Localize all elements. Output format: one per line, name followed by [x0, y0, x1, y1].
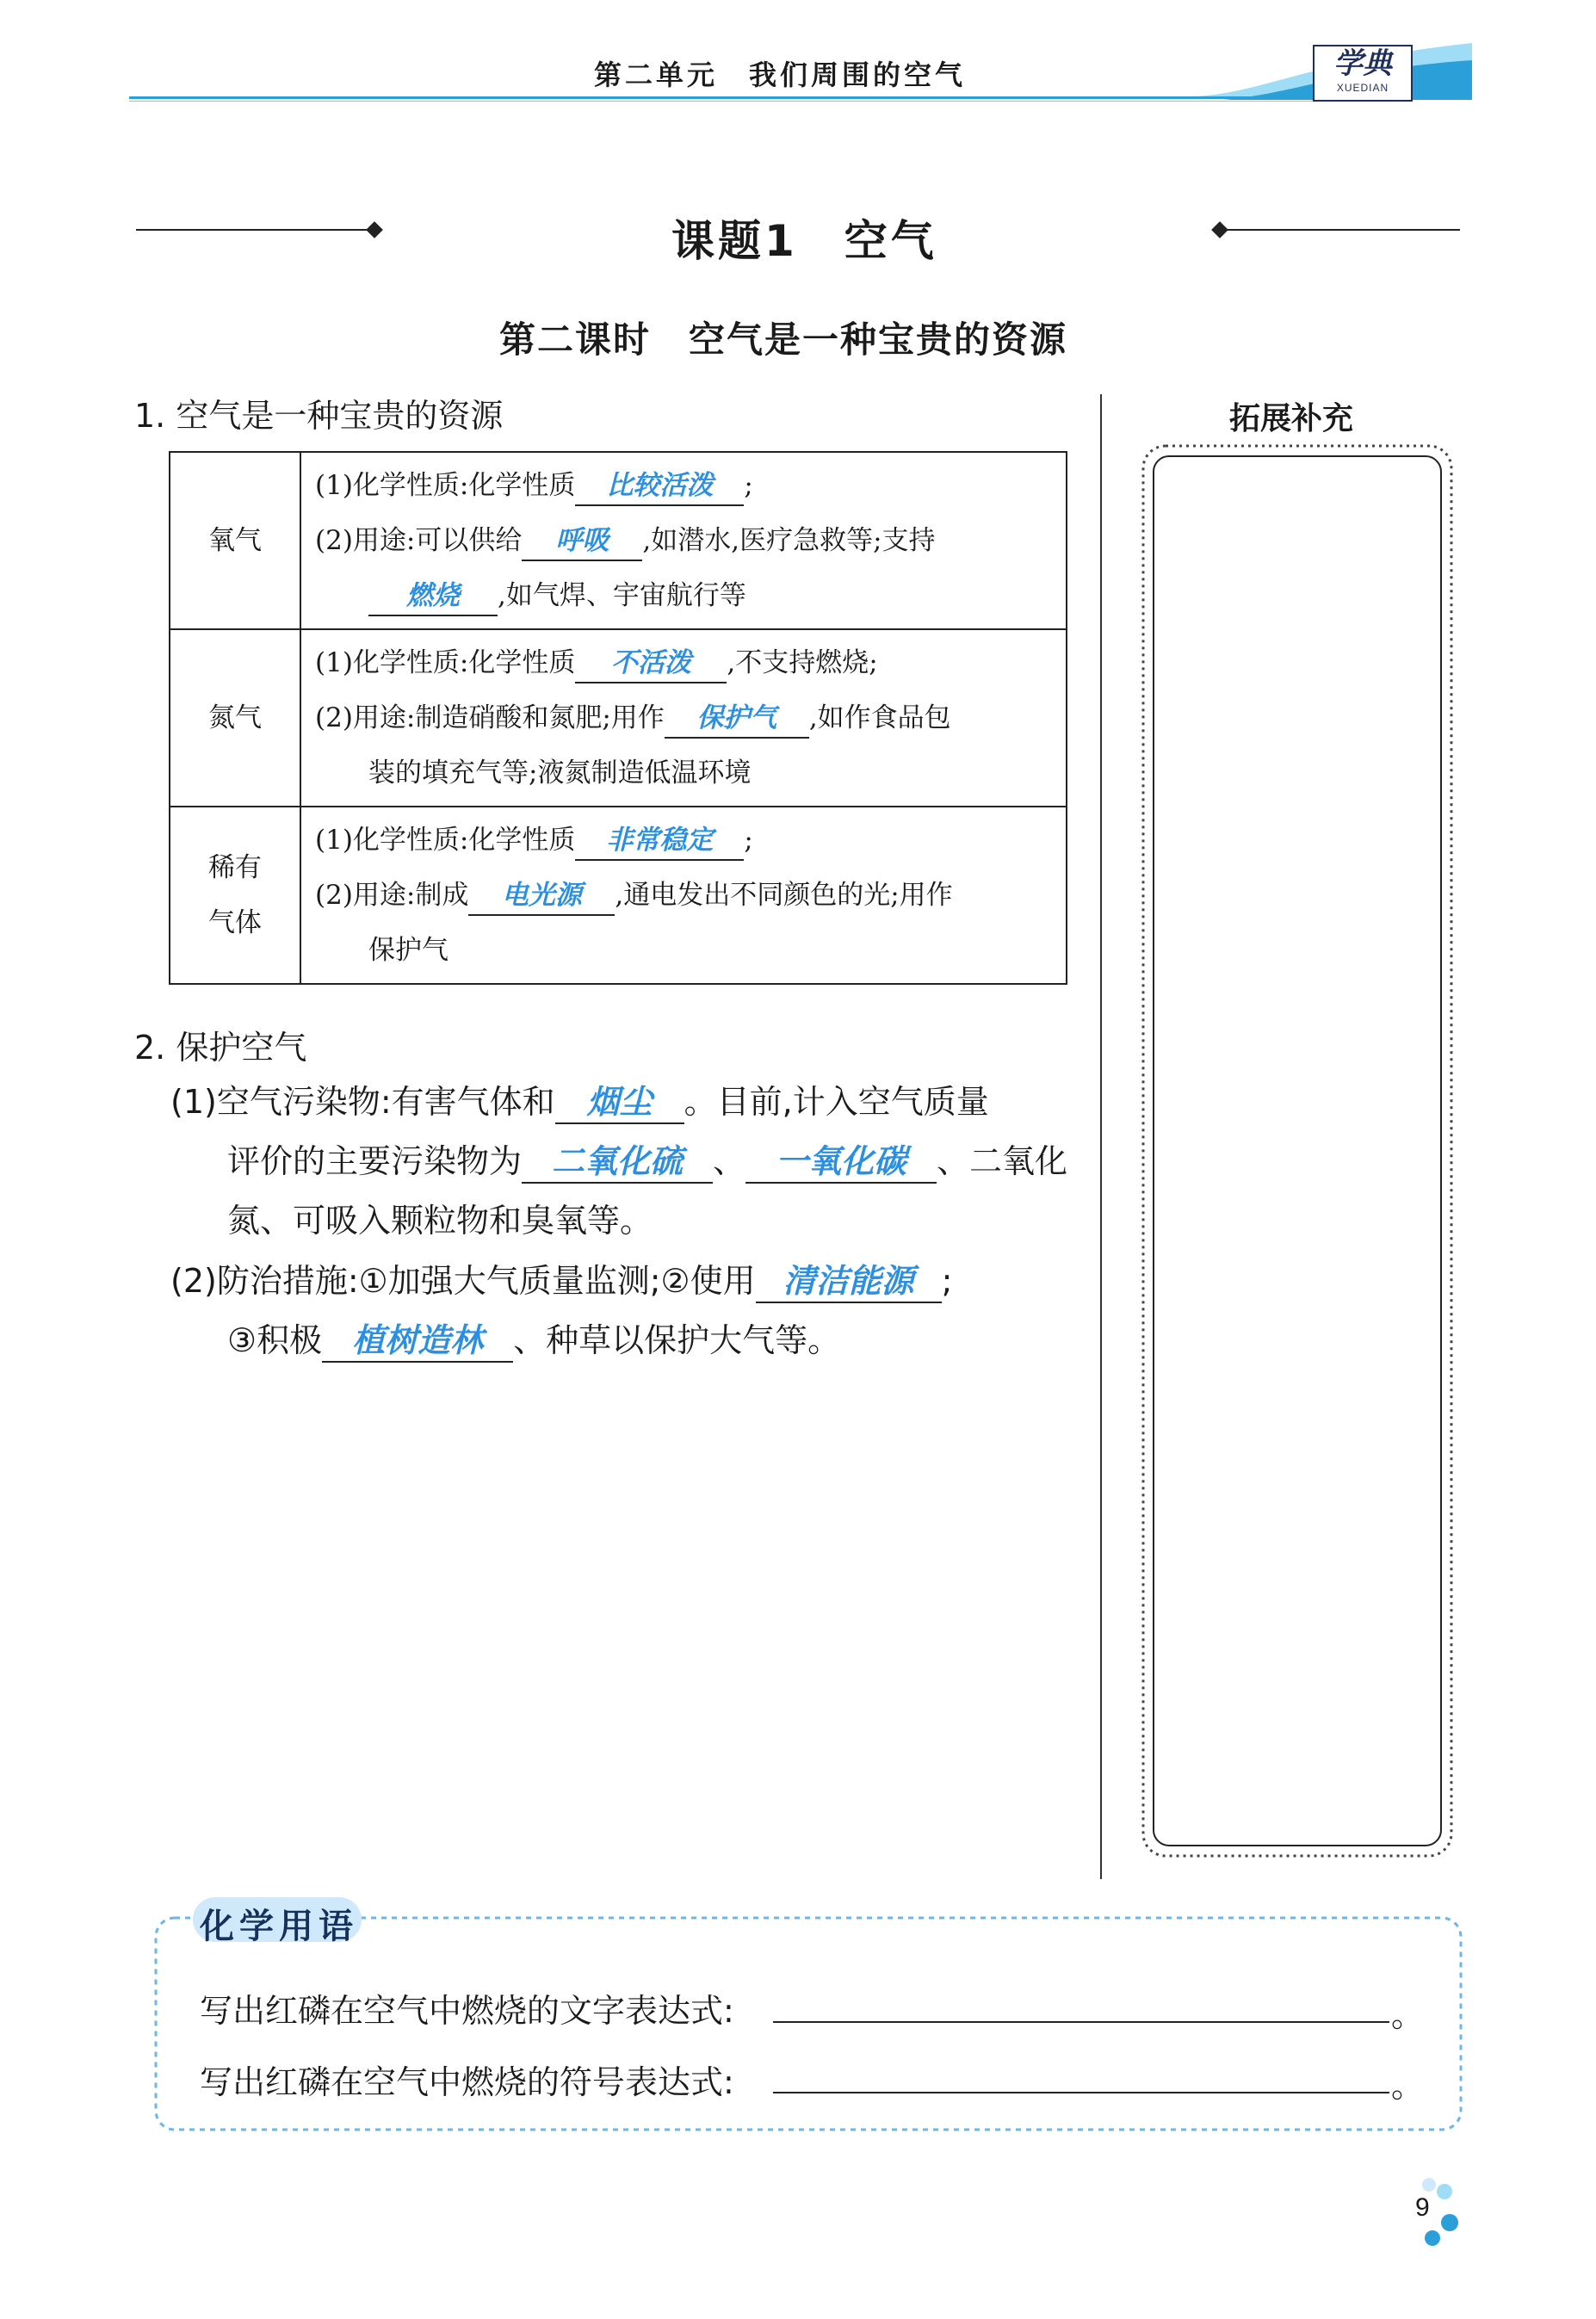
- protection-paragraph-1: [170, 1073, 1083, 1251]
- logo-main-text: 学典: [1333, 46, 1392, 81]
- publisher-logo: [1313, 45, 1413, 102]
- line-text: (1)化学性质:化学性质: [315, 470, 576, 501]
- chem-terms-label: 化学用语: [200, 1907, 358, 1946]
- unit-title: 第二单元 我们周围的空气: [594, 59, 967, 91]
- line-text: ③积极: [227, 1321, 323, 1359]
- title-rule-left: [136, 229, 370, 231]
- column-divider: [1100, 394, 1102, 1879]
- line-text: ;: [744, 825, 753, 856]
- line-text: 。目前,计入空气质量: [684, 1083, 989, 1121]
- line-text: 、二氧化: [937, 1142, 1068, 1180]
- line-text: ;: [941, 1262, 953, 1300]
- line-text: (1)化学性质:化学性质: [315, 825, 576, 856]
- line-text: 装的填充气等;液氮制造低温环境: [368, 758, 752, 788]
- gas-name-line: 气体: [208, 907, 262, 938]
- lesson-title: 课题1 空气: [671, 216, 937, 266]
- line-text: 、: [713, 1142, 746, 1180]
- line-text: 保护气: [368, 935, 448, 966]
- line-text: (2)用途:制成: [315, 880, 469, 911]
- gas-name-noble-gases: [170, 807, 300, 984]
- line-text: ,不支持燃烧;: [727, 647, 878, 678]
- header-rule: [129, 96, 1446, 99]
- line-text: 评价的主要污染物为: [227, 1142, 523, 1180]
- line-text: (2)用途:可以供给: [315, 525, 523, 556]
- word-equation-prompt: 写出红磷在空气中燃烧的文字表达式:: [200, 1992, 734, 2030]
- gas-name-nitrogen: 氮气: [170, 629, 300, 807]
- line-text: ;: [744, 470, 753, 501]
- symbol-equation-prompt: 写出红磷在空气中燃烧的符号表达式:: [200, 2063, 734, 2101]
- gas-desc-noble-gases: [300, 807, 1067, 984]
- line-text: ,如作食品包: [808, 702, 951, 733]
- page-number: 9: [1415, 2193, 1430, 2222]
- answer-blank: 一氧化碳: [745, 1141, 937, 1184]
- answer-blank: 植树造林: [322, 1320, 513, 1363]
- header-rule-thin: [129, 101, 1386, 102]
- line-text: (2)防治措施:①加强大气质量监测;②使用: [170, 1262, 756, 1300]
- table-row: [170, 807, 1067, 984]
- answer-blank: 不活泼: [575, 644, 727, 683]
- lesson-subtitle: 第二课时 空气是一种宝贵的资源: [499, 318, 1068, 361]
- gas-uses-table: [169, 451, 1067, 985]
- gas-desc-oxygen: [300, 452, 1067, 629]
- table-row: [170, 452, 1067, 629]
- gas-name-line: 稀有: [208, 852, 262, 883]
- gas-name-oxygen: 氧气: [170, 452, 300, 629]
- answer-blank: 烟尘: [555, 1081, 684, 1124]
- extension-title: 拓展补充: [1229, 401, 1354, 436]
- answer-blank: 燃烧: [368, 577, 498, 616]
- line-end-mark: 。: [1391, 2067, 1425, 2105]
- symbol-equation-answer-line: [773, 2092, 1389, 2093]
- line-text: (2)用途:制造硝酸和氮肥;用作: [315, 702, 665, 733]
- title-diamond-left: [366, 221, 383, 238]
- answer-blank: 电光源: [468, 876, 615, 916]
- logo-sub-text: XUEDIAN: [1336, 82, 1389, 94]
- answer-blank: 比较活泼: [575, 467, 744, 506]
- line-text: (1)空气污染物:有害气体和: [170, 1083, 555, 1121]
- title-rule-right: [1222, 229, 1460, 231]
- section1-heading: 1. 空气是一种宝贵的资源: [134, 397, 504, 435]
- extension-notes-frame: [1138, 441, 1457, 1861]
- protection-paragraph-2: [170, 1252, 1083, 1370]
- line-end-mark: 。: [1391, 1996, 1425, 2034]
- line-text: ,通电发出不同颜色的光;用作: [615, 880, 953, 911]
- answer-blank: 非常稳定: [575, 821, 744, 861]
- line-text: ,如潜水,医疗急救等;支持: [642, 525, 936, 556]
- answer-blank: 清洁能源: [756, 1260, 942, 1303]
- answer-blank: 二氧化硫: [522, 1141, 713, 1184]
- answer-blank: 保护气: [665, 699, 809, 739]
- table-row: [170, 629, 1067, 807]
- section2-heading: 2. 保护空气: [134, 1029, 307, 1067]
- answer-blank: 呼吸: [522, 522, 642, 561]
- line-text: (1)化学性质:化学性质: [315, 647, 576, 678]
- word-equation-answer-line: [773, 2021, 1389, 2023]
- line-text: ,如气焊、宇宙航行等: [498, 580, 746, 611]
- gas-desc-nitrogen: [300, 629, 1067, 807]
- line-text: 氮、可吸入颗粒物和臭氧等。: [227, 1202, 653, 1240]
- line-text: 、种草以保护大气等。: [513, 1321, 841, 1359]
